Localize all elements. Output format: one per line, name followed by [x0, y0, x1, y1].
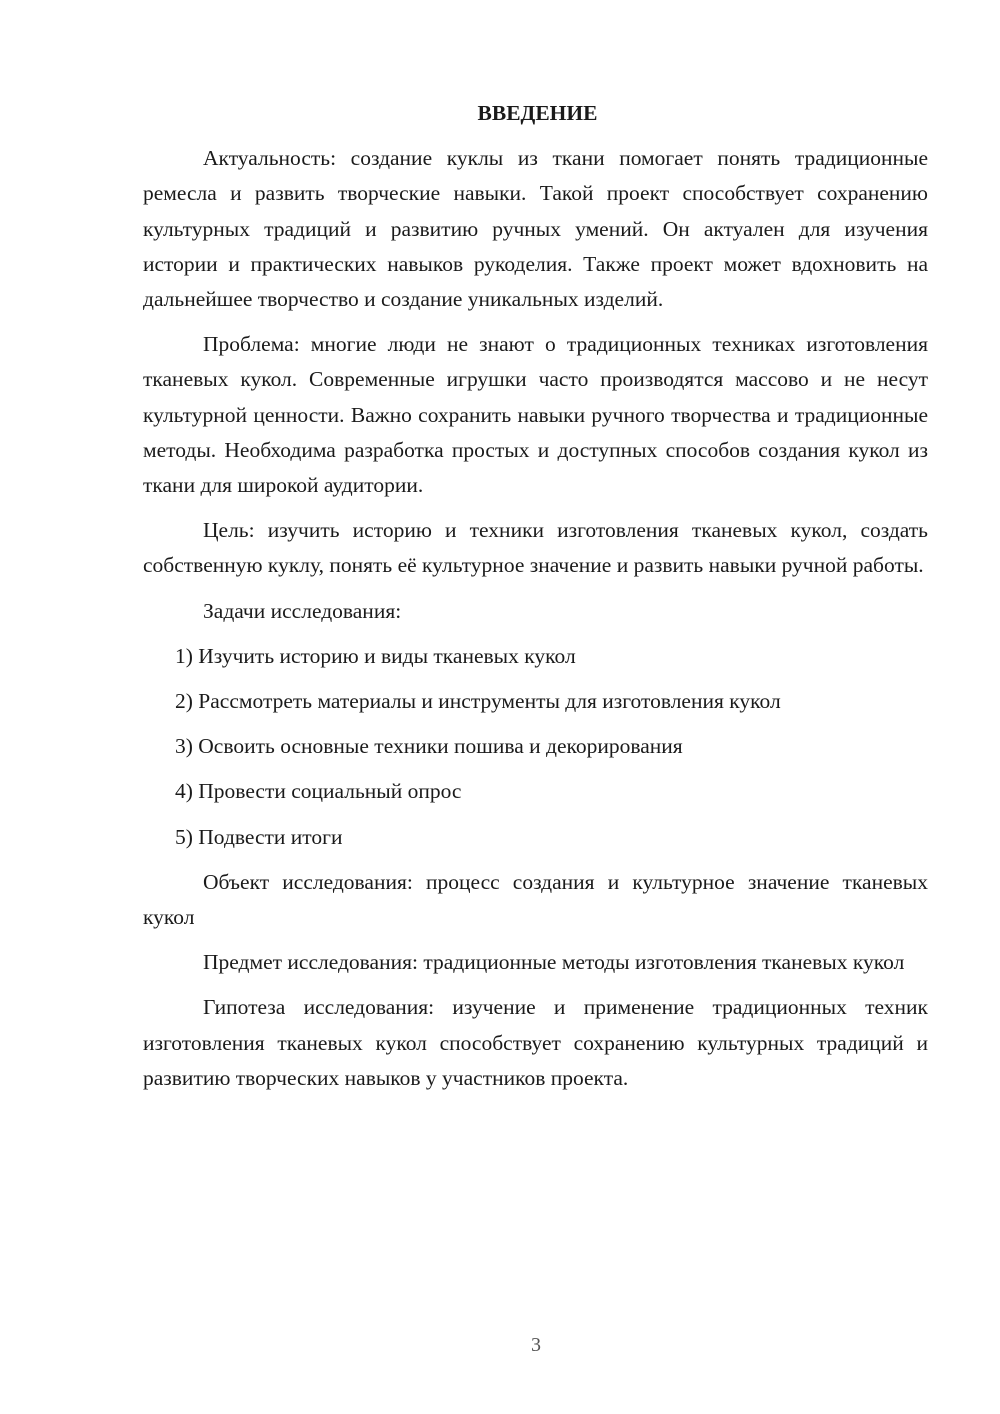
relevance-paragraph: Актуальность: создание куклы из ткани помогает понять традиционные ремесла и развить творческие навыки. Такой проект способствует сохранению культурных традиций и развитию ручных умений. Он актуален для изучения истории и практических навыков рукоделия. Также проект может вдохновить на дальнейшее творчество и создание уникальных изделий.	[143, 146, 928, 312]
object-paragraph: Объект исследования: процесс создания и культурное значение тканевых кукол	[143, 869, 928, 930]
task-item: 1) Изучить историю и виды тканевых кукол	[175, 643, 576, 668]
problem-paragraph: Проблема: многие люди не знают о традиционных техниках изготовления тканевых кукол. Современные игрушки часто производятся массово и не несут культурной ценности. Важно сохранить навыки ручного творчества и традиционные методы. Необходима разработка простых и доступных способов создания кукол из ткани для широкой аудитории.	[143, 332, 928, 498]
document-body	[143, 96, 928, 1096]
page-number: 3	[531, 1334, 541, 1356]
task-item: 3) Освоить основные техники пошива и декорирования	[175, 734, 683, 759]
task-item: 4) Провести социальный опрос	[175, 779, 462, 804]
tasks-list	[143, 639, 928, 855]
task-item: 5) Подвести итоги	[175, 824, 343, 849]
subject-paragraph: Предмет исследования: традиционные методы изготовления тканевых кукол	[203, 950, 905, 975]
task-item: 2) Рассмотреть материалы и инструменты для изготовления кукол	[175, 689, 781, 714]
tasks-heading: Задачи исследования:	[203, 598, 402, 623]
section-title: ВВЕДЕНИЕ	[477, 101, 598, 125]
hypothesis-paragraph: Гипотеза исследования: изучение и применение традиционных техник изготовления тканевых кукол способствует сохранению культурных традиций и развитию творческих навыков у участников проекта.	[143, 995, 928, 1090]
goal-paragraph: Цель: изучить историю и техники изготовления тканевых кукол, создать собственную куклу, понять её культурное значение и развить навыки ручной работы.	[143, 518, 928, 578]
